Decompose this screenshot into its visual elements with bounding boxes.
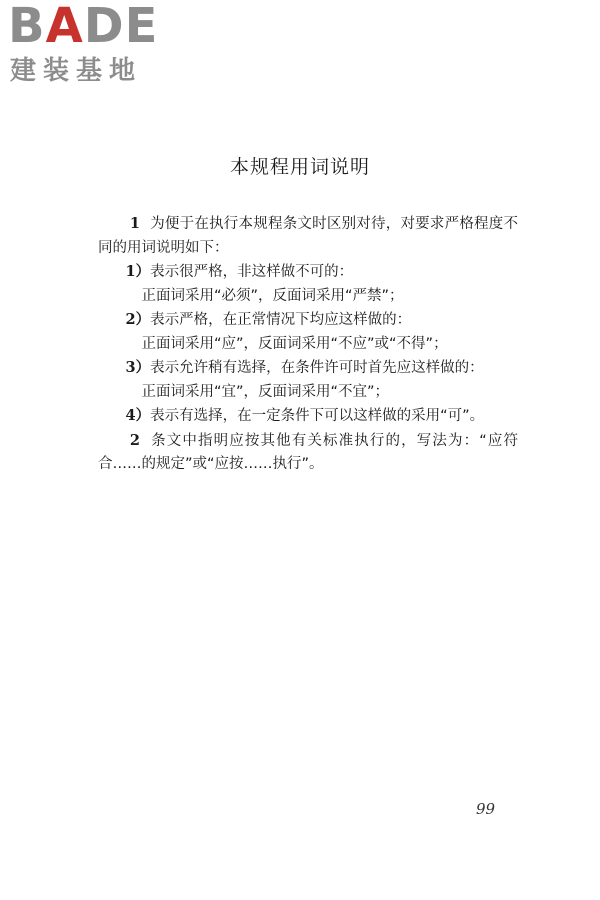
clause-text: 条文中指明应按其他有关标准执行的，写法为：“应符合……的规定”或“应按……执行”。 bbox=[98, 432, 518, 472]
item-number: 4） bbox=[125, 407, 151, 424]
item-text: 表示很严格，非这样做不可的： bbox=[150, 264, 354, 280]
page-number: 99 bbox=[476, 800, 496, 818]
logo-letter-b: B bbox=[8, 0, 46, 54]
item-number: 2） bbox=[125, 311, 151, 328]
list-item bbox=[98, 356, 518, 381]
item-number: 3） bbox=[125, 359, 151, 376]
item-text: 表示严格，在正常情况下均应这样做的： bbox=[150, 312, 412, 328]
clause-number: 1 bbox=[129, 215, 140, 232]
list-item-detail: 正面词采用“宜”，反面词采用“不宜”； bbox=[141, 383, 390, 400]
clause-1 bbox=[98, 212, 518, 260]
item-text: 表示有选择，在一定条件下可以这样做的采用“可”。 bbox=[150, 408, 485, 424]
list-item-detail: 正面词采用“必须”，反面词采用“严禁”； bbox=[141, 287, 404, 304]
list-item bbox=[98, 308, 518, 333]
item-text: 表示允许稍有选择，在条件许可时首先应这样做的： bbox=[150, 360, 484, 376]
logo-letters-de: DE bbox=[83, 0, 159, 54]
clause-number: 2 bbox=[129, 431, 140, 449]
logo-chinese-text: 建装基地 bbox=[10, 56, 143, 86]
list-item-detail: 正面词采用“应”，反面词采用“不应”或“不得”； bbox=[141, 335, 448, 352]
clause-text: 为便于在执行本规程条文时区别对待，对要求严格程度不同的用词说明如下： bbox=[98, 216, 518, 256]
list-item bbox=[98, 404, 518, 429]
clause-2 bbox=[98, 429, 518, 477]
item-number: 1） bbox=[125, 263, 151, 280]
list-item bbox=[98, 260, 518, 285]
document-body bbox=[98, 212, 518, 477]
bade-logo bbox=[8, 2, 178, 92]
page-title: 本规程用词说明 bbox=[229, 156, 370, 178]
logo-wordmark bbox=[8, 0, 159, 54]
logo-letter-a: A bbox=[45, 0, 84, 54]
